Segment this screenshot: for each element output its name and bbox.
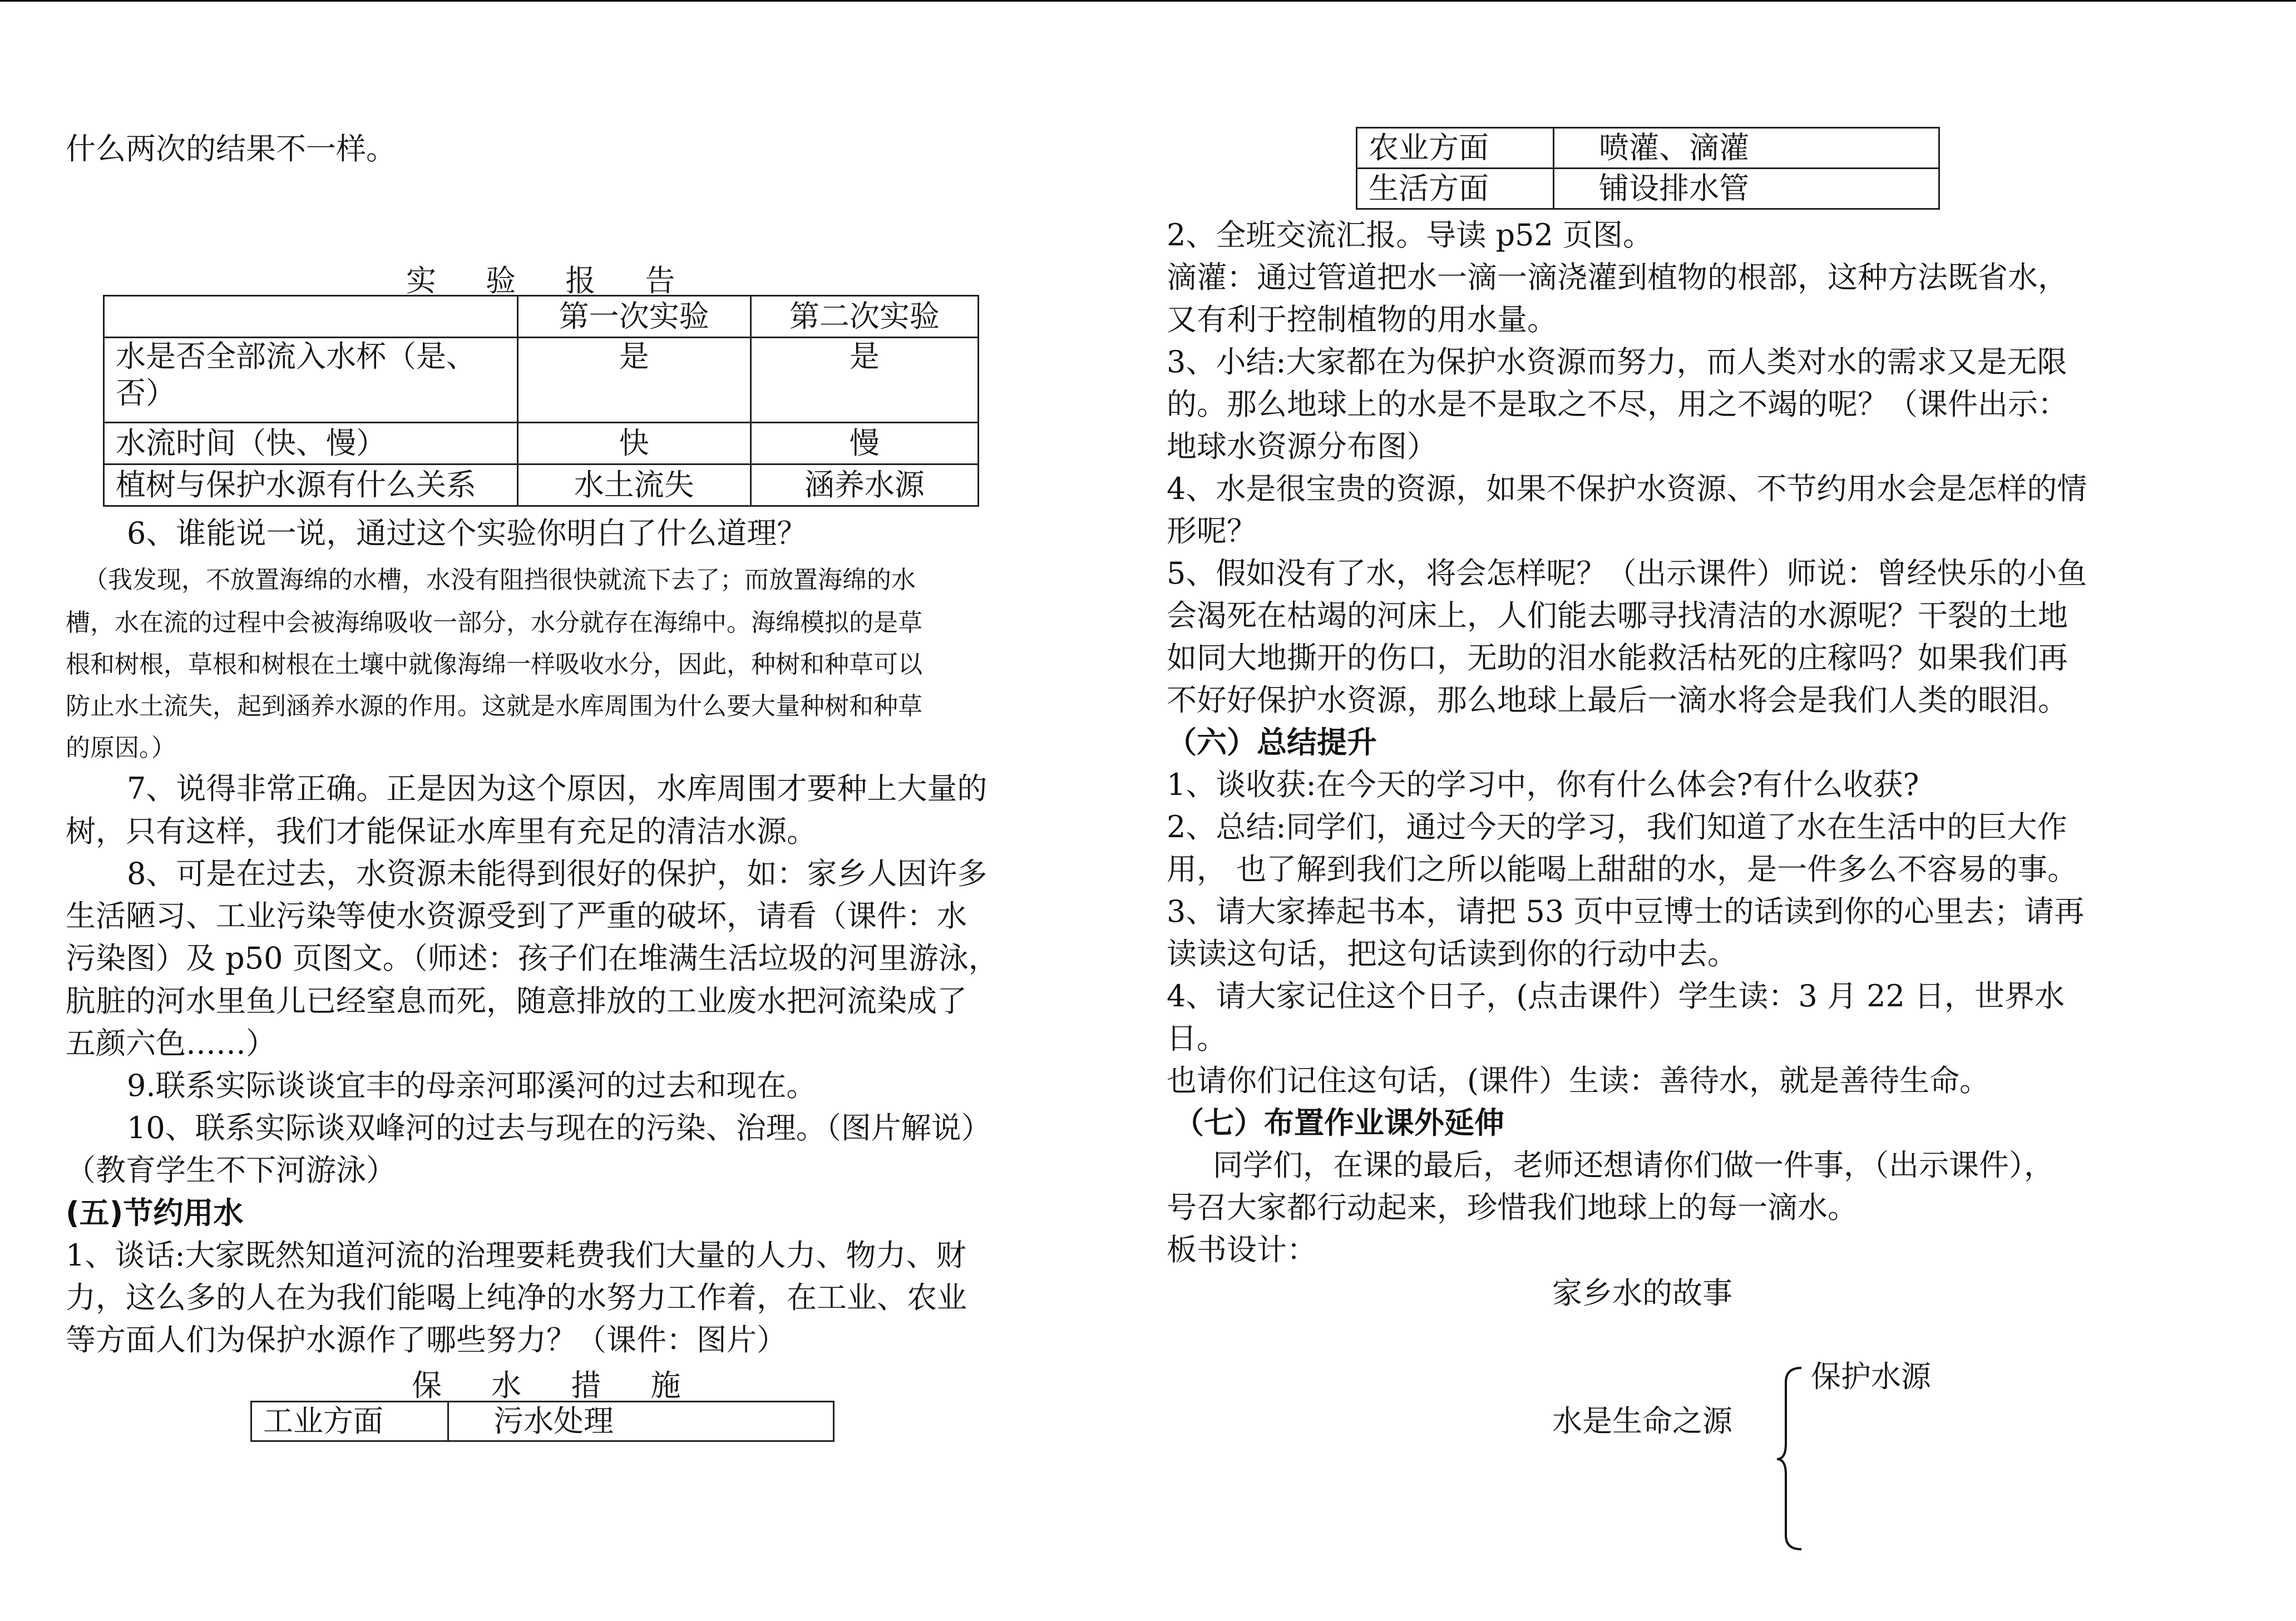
measures-title: 保 水 措 施 (412, 1368, 701, 1403)
text-line: 1、谈收获:在今天的学习中，你有什么体会?有什么收获? (1167, 767, 1919, 802)
table-cell: 污水处理 (448, 1402, 834, 1441)
text-line: 用， 也了解到我们之所以能喝上甜甜的水，是一件多么不容易的事。 (1167, 852, 2078, 887)
measures-table-part1 (250, 1401, 835, 1442)
text-line: 4、请大家记住这个日子，(点击课件）学生读：3 月 22 日，世界水 (1167, 978, 2065, 1014)
table-cell: 铺设排水管 (1553, 169, 1939, 209)
table-row (251, 1402, 834, 1441)
table-cell: 快 (517, 423, 750, 464)
experiment-report-table (103, 295, 979, 507)
table-cell: 植树与保护水源有什么关系 (104, 464, 518, 506)
report-title: 实 验 报 告 (406, 263, 695, 298)
board-title: 家乡水的故事 (1552, 1276, 1732, 1311)
table-header-cell (104, 296, 518, 338)
table-header-cell: 第一次实验 (517, 296, 750, 338)
paragraph-8: 污染图）及 p50 页图文。（师述：孩子们在堆满生活垃圾的河里游泳， (66, 941, 999, 976)
text-line: 又有利于控制植物的用水量。 (1167, 302, 1557, 337)
text-line: 的。那么地球上的水是不是取之不尽，用之不竭的呢？（课件出示： (1167, 387, 2068, 422)
table-cell (104, 338, 518, 423)
table-cell: 水土流失 (517, 464, 750, 506)
text-line: 3、请大家捧起书本，请把 53 页中豆博士的话读到你的心里去；请再 (1167, 894, 2085, 929)
answer-line: （我发现，不放置海绵的水槽，水没有阻挡很快就流下去了；而放置海绵的水 (83, 566, 916, 594)
paragraph-8: 生活陋习、工业污染等使水资源受到了严重的破坏，请看（课件：水 (66, 898, 967, 933)
table-header-cell: 第二次实验 (750, 296, 978, 338)
text-line: 2、总结:同学们，通过今天的学习，我们知道了水在生活中的巨大作 (1167, 809, 2067, 844)
answer-line: 根和树根，草根和树根在土壤中就像海绵一样吸收水分，因此，种树和种草可以 (66, 650, 922, 679)
paragraph-8: 8、可是在过去，水资源未能得到很好的保护，如：家乡人因许多 (127, 856, 987, 891)
table-cell: 水流时间（快、慢） (104, 423, 518, 464)
text-line: 板书设计： (1167, 1232, 1317, 1267)
table-row (104, 338, 979, 423)
text-line: 不好好保护水资源，那么地球上最后一滴水将会是我们人类的眼泪。 (1167, 683, 2068, 718)
section-6-heading: （六）总结提升 (1167, 725, 1377, 760)
brace-icon (1775, 1366, 1808, 1552)
answer-line: 防止水土流失，起到涵养水源的作用。这就是水库周围为什么要大量种树和种草 (66, 692, 922, 720)
table-row (104, 423, 979, 464)
talk-line: 力，这么多的人在为我们能喝上纯净的水努力工作着，在工业、农业 (66, 1280, 967, 1315)
top-border (0, 0, 2296, 2)
paragraph-8: 肮脏的河水里鱼儿已经窒息而死，随意排放的工业废水把河流染成了 (66, 984, 967, 1019)
table-cell: 生活方面 (1357, 169, 1554, 209)
talk-line: 1、谈话:大家既然知道河流的治理要耗费我们大量的人力、物力、财 (66, 1238, 966, 1273)
text-line: 4、水是很宝贵的资源，如果不保护水资源、不节约用水会是怎样的情 (1167, 471, 2087, 506)
text-line: 读读这句话，把这句话读到你的行动中去。 (1167, 936, 1737, 971)
table-cell: 农业方面 (1357, 128, 1554, 169)
paragraph-7: 7、说得非常正确。正是因为这个原因，水库周围才要种上大量的 (127, 771, 987, 806)
text-line: 如同大地撕开的伤口，无助的泪水能救活枯死的庄稼吗？如果我们再 (1167, 640, 2068, 675)
table-row (1357, 128, 1939, 169)
paragraph-10: （教育学生不下河游泳） (66, 1153, 396, 1188)
text-line: 会渴死在枯竭的河床上，人们能去哪寻找清洁的水源呢？干裂的土地 (1167, 598, 2068, 633)
cell-line: 水是否全部流入水杯（是、 (116, 339, 476, 374)
paragraph-7: 树，只有这样，我们才能保证水库里有充足的清洁水源。 (66, 814, 817, 849)
text-line: 号召大家都行动起来，珍惜我们地球上的每一滴水。 (1167, 1190, 1858, 1225)
text-line: 也请你们记住这句话，(课件）生读：善待水，就是善待生命。 (1167, 1063, 1990, 1098)
text-line: 形呢？ (1167, 513, 1257, 548)
talk-line: 等方面人们为保护水源作了哪些努力？（课件：图片） (66, 1322, 787, 1357)
measures-table-part2 (1356, 127, 1940, 210)
section-7-heading: （七）布置作业课外延伸 (1174, 1105, 1504, 1140)
board-main: 水是生命之源 (1552, 1403, 1732, 1439)
answer-line: 的原因。） (66, 734, 176, 762)
table-cell: 是 (750, 338, 978, 423)
table-cell: 是 (517, 338, 750, 423)
text-line: 5、假如没有了水，将会怎样呢？（出示课件）师说：曾经快乐的小鱼 (1167, 556, 2087, 591)
board-branch: 保护水源 (1811, 1359, 1931, 1394)
text-line: 地球水资源分布图） (1167, 429, 1437, 464)
question-6: 6、谁能说一说，通过这个实验你明白了什么道理？ (127, 516, 807, 551)
paragraph-9: 9.联系实际谈谈宜丰的母亲河耶溪河的过去和现在。 (127, 1068, 817, 1103)
answer-line: 槽，水在流的过程中会被海绵吸收一部分，水分就存在海绵中。海绵模拟的是草 (66, 609, 922, 637)
table-row (1357, 169, 1939, 209)
table-cell: 慢 (750, 423, 978, 464)
text-line: 滴灌：通过管道把水一滴一滴浇灌到植物的根部，这种方法既省水， (1167, 260, 2068, 295)
text-line: 日。 (1167, 1021, 1227, 1056)
text-line: 同学们，在课的最后，老师还想请你们做一件事，（出示课件）， (1213, 1148, 2054, 1183)
text-line: 什么两次的结果不一样。 (66, 131, 396, 166)
text-line: 2、全班交流汇报。导读 p52 页图。 (1167, 218, 1653, 253)
table-cell: 喷灌、滴灌 (1553, 128, 1939, 169)
text-line: 3、小结:大家都在为保护水资源而努力，而人类对水的需求又是无限 (1167, 344, 2067, 379)
cell-line: 否） (116, 375, 176, 411)
table-cell: 涵养水源 (750, 464, 978, 506)
paragraph-8: 五颜六色……） (66, 1026, 276, 1061)
paragraph-10: 10、联系实际谈双峰河的过去与现在的污染、治理。（图片解说） (127, 1110, 991, 1145)
table-cell: 工业方面 (251, 1402, 448, 1441)
table-row (104, 464, 979, 506)
table-header-row (104, 296, 979, 338)
section-5-heading: (五)节约用水 (66, 1195, 244, 1230)
